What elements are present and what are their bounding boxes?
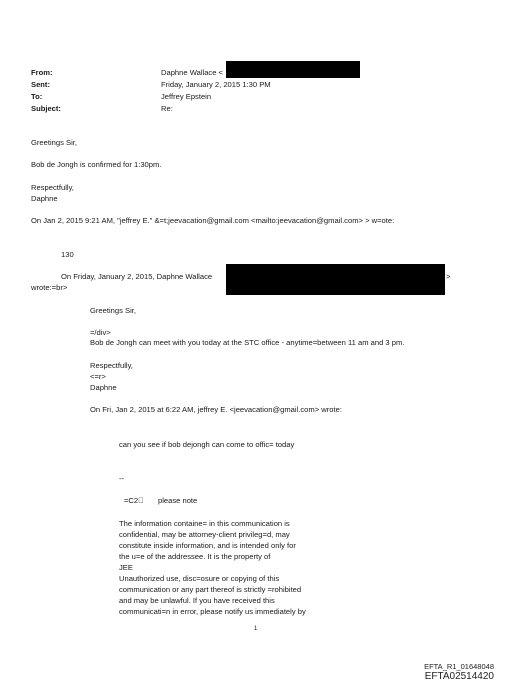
q2-meet-line: Bob de Jongh can meet with you today at the STC office - anytime=between 11 am and 3 pm. [90, 338, 405, 347]
to-value: Jeffrey Epstein [161, 92, 212, 101]
respectfully: Respectfully, [31, 183, 74, 192]
quote1-header: On Jan 2, 2015 9:21 AM, "jeffrey E." &=t;jeevacation@gmail.com <mailto:jeevacation@gmail.com> > w=ote: [31, 216, 395, 225]
quote2-header-tail: > [446, 272, 451, 281]
sent-label: Sent: [31, 80, 50, 89]
q2-div: =/div> [90, 328, 111, 337]
q2-respectfully: Respectfully, [90, 361, 133, 370]
q2-signature: Daphne [90, 383, 117, 392]
to-label: To: [31, 92, 43, 101]
redaction-from [226, 61, 360, 78]
disclaimer-line: JEE [119, 563, 133, 572]
q3-c2: =C2  [124, 496, 144, 505]
quote2-header-line1: On Friday, January 2, 2015, Daphne Wallace [61, 272, 213, 281]
q3-dashes: -- [119, 474, 125, 483]
subject-label: Subject: [31, 104, 61, 113]
q2-greeting: Greetings Sir, [90, 306, 137, 315]
quote3-header: On Fri, Jan 2, 2015 at 6:22 AM, jeffrey E. <jeevacation@gmail.com> wrote: [90, 405, 342, 414]
from-label: From: [31, 68, 53, 77]
disclaimer-line: communicati=n in error, please notify us immediately by [119, 607, 306, 616]
redaction-quote2 [226, 264, 445, 295]
greeting: Greetings Sir, [31, 138, 78, 147]
confirmed-line: Bob de Jongh is confirmed for 1:30pm. [31, 160, 162, 169]
sent-value: Friday, January 2, 2015 1:30 PM [161, 80, 271, 89]
disclaimer-line: constitute inside information, and is intended only for [119, 541, 296, 550]
q3-please-note: please note [158, 496, 198, 505]
disclaimer-line: communication or any part thereof is strictly =rohibited [119, 585, 302, 594]
subject-value: Re: [161, 104, 173, 113]
disclaimer-line: Unauthorized use, disc=osure or copying of this [119, 574, 280, 583]
disclaimer-line: and may be unlawful. If you have received this [119, 596, 275, 605]
doc-id-large: EFTA02514420 [424, 671, 494, 682]
doc-id-small: EFTA_R1_01648048 [424, 662, 494, 671]
disclaimer-line: confidential, may be attorney-client privileg=d, may [119, 530, 290, 539]
number-130: 130 [61, 250, 74, 259]
quote2-header-line2: wrote:=br> [31, 283, 68, 292]
signature: Daphne [31, 194, 58, 203]
disclaimer-line: The information containe= in this communication is [119, 519, 290, 528]
disclaimer-line: the u=e of the addressee. It is the property of [119, 552, 271, 561]
q3-text: can you see if bob dejongh can come to offic= today [119, 440, 295, 449]
from-value: Daphne Wallace < [161, 68, 223, 77]
q2-br: <=r> [90, 372, 106, 381]
page-number: 1 [254, 626, 258, 632]
